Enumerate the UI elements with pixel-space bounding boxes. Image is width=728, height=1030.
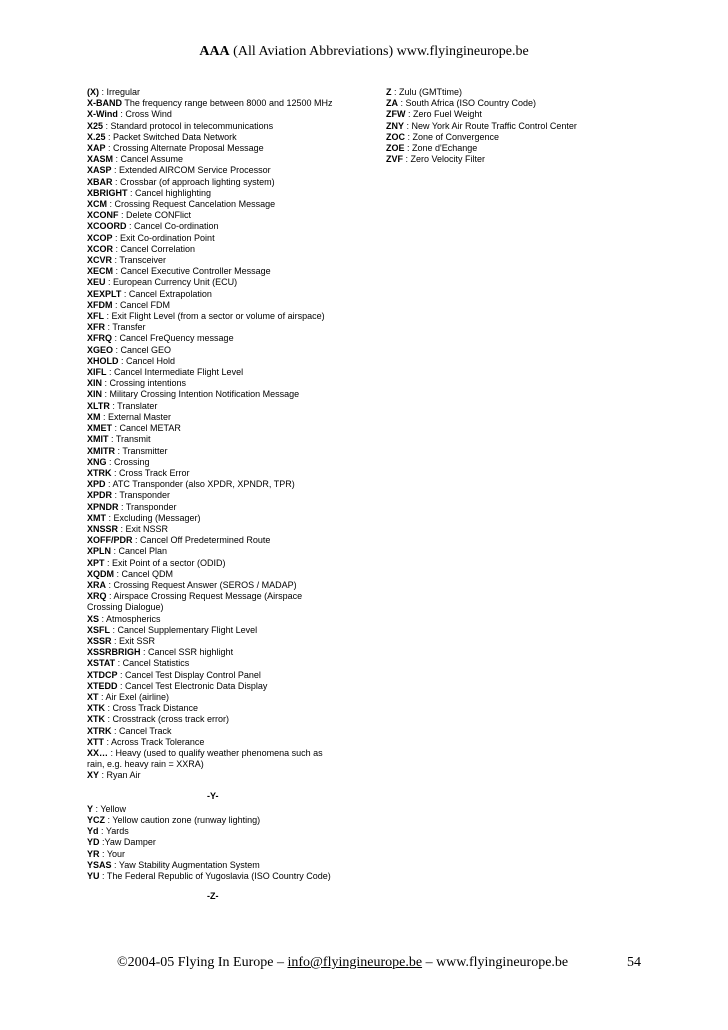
entry-definition: : Extended AIRCOM Service Processor bbox=[111, 165, 271, 176]
entry-abbreviation: ZVF bbox=[386, 154, 403, 165]
entry-definition: : Crossing Alternate Proposal Message bbox=[105, 143, 264, 154]
entry-definition: : Transmitter bbox=[115, 445, 168, 456]
entry-definition: : Exit Point of a sector (ODID) bbox=[104, 557, 226, 568]
entry-definition: : Exit Co-ordination Point bbox=[112, 232, 215, 243]
entry-abbreviation: Yd bbox=[87, 826, 99, 837]
entry-definition: : New York Air Route Traffic Control Center bbox=[404, 120, 577, 131]
entry-definition: : Yaw Stability Augmentation System bbox=[111, 859, 260, 870]
entry-definition: : Zero Velocity Filter bbox=[403, 154, 486, 165]
entry-abbreviation: ZOE bbox=[386, 143, 405, 154]
entry-abbreviation: XCOORD bbox=[87, 221, 127, 232]
glossary-entry bbox=[87, 154, 339, 165]
glossary-entry bbox=[87, 670, 339, 681]
glossary-entry bbox=[87, 188, 339, 199]
entry-abbreviation: XQDM bbox=[87, 568, 114, 579]
glossary-entry bbox=[87, 837, 339, 848]
glossary-entry bbox=[87, 546, 339, 557]
entry-definition: : Cancel Extrapolation bbox=[121, 288, 212, 299]
entry-definition: : Cancel Test Display Control Panel bbox=[117, 669, 261, 680]
entry-definition: : Cross Wind bbox=[117, 109, 172, 120]
glossary-entry bbox=[87, 356, 339, 367]
entry-abbreviation: XMET bbox=[87, 423, 113, 434]
entry-definition: : Standard protocol in telecommunications bbox=[103, 120, 274, 131]
entry-abbreviation: XSSRBRIGH bbox=[87, 647, 141, 658]
glossary-entry bbox=[87, 636, 339, 647]
entry-definition: : Cancel Executive Controller Message bbox=[113, 266, 271, 277]
glossary-entry bbox=[87, 98, 339, 109]
entry-abbreviation: XOFF/PDR bbox=[87, 535, 133, 546]
glossary-entry bbox=[87, 434, 339, 445]
entry-definition: : Exit SSR bbox=[111, 635, 156, 646]
entry-definition: : Cancel GEO bbox=[113, 344, 172, 355]
entry-definition: : Cancel Plan bbox=[111, 546, 168, 557]
entry-abbreviation: XX… bbox=[87, 747, 109, 758]
entry-abbreviation: XPDR bbox=[87, 490, 113, 501]
entry-abbreviation: XAP bbox=[87, 143, 106, 154]
entry-abbreviation: ZOC bbox=[386, 131, 405, 142]
entry-definition: : South Africa (ISO Country Code) bbox=[398, 98, 537, 109]
entry-definition: : Cancel Supplementary Flight Level bbox=[110, 624, 258, 635]
entry-definition: : Cancel Track bbox=[111, 725, 172, 736]
entry-definition: : Yards bbox=[98, 826, 129, 837]
entry-definition: : Cancel QDM bbox=[114, 568, 174, 579]
entry-abbreviation: XECM bbox=[87, 266, 114, 277]
entry-abbreviation: XTRK bbox=[87, 725, 112, 736]
entry-definition: : Crosstrack (cross track error) bbox=[105, 714, 230, 725]
entry-abbreviation: ZNY bbox=[386, 120, 404, 131]
entry-abbreviation: XTRK bbox=[87, 467, 112, 478]
glossary-entry bbox=[87, 804, 339, 815]
glossary-entry bbox=[87, 849, 339, 860]
glossary-entry bbox=[87, 378, 339, 389]
entry-abbreviation: XGEO bbox=[87, 344, 114, 355]
entry-definition: : Airspace Crossing Request Message (Airspace Crossing Dialogue) bbox=[87, 591, 303, 613]
entry-abbreviation: XASM bbox=[87, 154, 114, 165]
entry-definition: : Across Track Tolerance bbox=[104, 736, 205, 747]
header-title: (All Aviation Abbreviations) www.flyingineurope.be bbox=[229, 44, 529, 59]
entry-definition: : Exit NSSR bbox=[118, 523, 169, 534]
z-entries-list bbox=[386, 87, 626, 165]
page-number: 54 bbox=[627, 955, 641, 970]
section-heading-z: -Z- bbox=[207, 891, 219, 902]
entry-definition: : Crossing Request Cancelation Message bbox=[107, 199, 276, 210]
entry-definition: : Yellow bbox=[93, 803, 127, 814]
entry-abbreviation: X25 bbox=[87, 120, 104, 131]
entry-abbreviation: XSFL bbox=[87, 624, 111, 635]
entry-abbreviation: XCOR bbox=[87, 243, 114, 254]
entry-abbreviation: XFRQ bbox=[87, 333, 113, 344]
entry-definition: : Transponder bbox=[112, 490, 171, 501]
entry-definition: : European Currency Unit (ECU) bbox=[105, 277, 238, 288]
entry-abbreviation: XPD bbox=[87, 479, 106, 490]
entry-definition: : Heavy (used to qualify weather phenomena such as rain, e.g. heavy rain = XXRA) bbox=[87, 747, 323, 770]
entry-definition: : Zulu (GMTtime) bbox=[391, 87, 463, 97]
entry-abbreviation: XCM bbox=[87, 199, 107, 210]
entry-definition: : Crossbar (of approach lighting system) bbox=[112, 176, 275, 187]
glossary-entry bbox=[87, 132, 339, 143]
entry-abbreviation: YD bbox=[87, 837, 100, 848]
glossary-entry bbox=[87, 815, 339, 826]
entry-definition: : Military Crossing Intention Notification Message bbox=[102, 389, 300, 400]
glossary-entry bbox=[386, 143, 626, 154]
entry-definition: : Cancel FDM bbox=[112, 299, 171, 310]
entry-abbreviation: XFR bbox=[87, 322, 105, 333]
glossary-entry bbox=[87, 748, 339, 770]
entry-abbreviation: XTK bbox=[87, 714, 105, 725]
x-entries-list bbox=[87, 87, 339, 782]
glossary-entry bbox=[87, 692, 339, 703]
glossary-entry bbox=[87, 513, 339, 524]
entry-abbreviation: XEU bbox=[87, 277, 106, 288]
entry-definition: : Cross Track Error bbox=[111, 467, 190, 478]
entry-abbreviation: XTEDD bbox=[87, 680, 118, 691]
glossary-entry bbox=[87, 770, 339, 781]
entry-definition: : Translater bbox=[109, 400, 158, 411]
glossary-entry bbox=[87, 401, 339, 412]
page-header bbox=[0, 44, 728, 60]
entry-abbreviation: X.25 bbox=[87, 131, 106, 142]
glossary-entry bbox=[87, 457, 339, 468]
glossary-entry bbox=[87, 121, 339, 132]
entry-abbreviation: XBRIGHT bbox=[87, 187, 128, 198]
entry-abbreviation: XEXPLT bbox=[87, 288, 122, 299]
entry-definition: : Crossing intentions bbox=[102, 378, 187, 389]
glossary-entry bbox=[87, 502, 339, 513]
glossary-entry bbox=[87, 703, 339, 714]
entry-abbreviation: XSTAT bbox=[87, 658, 116, 669]
entry-definition: : Air Exel (airline) bbox=[98, 691, 170, 702]
entry-abbreviation: XFL bbox=[87, 311, 104, 322]
right-column bbox=[386, 87, 626, 165]
entry-abbreviation: X-BAND bbox=[87, 98, 122, 109]
entry-definition: : Ryan Air bbox=[99, 770, 141, 781]
y-entries-list bbox=[87, 804, 339, 882]
left-column bbox=[87, 87, 339, 904]
glossary-entry bbox=[87, 199, 339, 210]
entry-abbreviation: YR bbox=[87, 848, 100, 859]
entry-abbreviation: XSSR bbox=[87, 635, 112, 646]
glossary-entry bbox=[87, 591, 339, 613]
entry-definition: : Zone of Convergence bbox=[405, 131, 500, 142]
glossary-entry bbox=[386, 98, 626, 109]
entry-definition: : Crossing Request Answer (SEROS / MADAP) bbox=[106, 579, 297, 590]
glossary-entry bbox=[87, 826, 339, 837]
entry-abbreviation: XPNDR bbox=[87, 501, 119, 512]
entry-definition: : Cancel Assume bbox=[113, 154, 184, 165]
entry-abbreviation: XY bbox=[87, 770, 100, 781]
glossary-entry bbox=[87, 860, 339, 871]
glossary-entry bbox=[87, 423, 339, 434]
entry-definition: : Transceiver bbox=[112, 255, 167, 266]
entry-abbreviation: ZFW bbox=[386, 109, 406, 120]
entry-abbreviation: XM bbox=[87, 411, 101, 422]
glossary-entry bbox=[87, 87, 339, 98]
glossary-entry bbox=[87, 714, 339, 725]
entry-abbreviation: XTK bbox=[87, 703, 105, 714]
glossary-entry bbox=[87, 569, 339, 580]
entry-abbreviation: XFDM bbox=[87, 299, 113, 310]
glossary-entry bbox=[87, 244, 339, 255]
entry-definition: : Transmit bbox=[108, 434, 151, 445]
glossary-entry bbox=[87, 221, 339, 232]
glossary-entry bbox=[87, 580, 339, 591]
entry-abbreviation: XNG bbox=[87, 456, 107, 467]
glossary-entry bbox=[87, 233, 339, 244]
footer-copyright: ©2004-05 Flying In Europe – bbox=[117, 955, 288, 970]
glossary-entry bbox=[87, 109, 339, 120]
entry-definition: : Cancel SSR highlight bbox=[140, 647, 234, 658]
glossary-entry bbox=[87, 647, 339, 658]
glossary-entry bbox=[87, 614, 339, 625]
entry-abbreviation: X-Wind bbox=[87, 109, 118, 120]
glossary-entry bbox=[87, 289, 339, 300]
entry-abbreviation: XBAR bbox=[87, 176, 113, 187]
entry-abbreviation: YCZ bbox=[87, 815, 105, 825]
glossary-entry bbox=[87, 345, 339, 356]
glossary-entry bbox=[87, 311, 339, 322]
glossary-entry bbox=[87, 367, 339, 378]
glossary-entry bbox=[87, 255, 339, 266]
glossary-entry bbox=[87, 165, 339, 176]
glossary-entry bbox=[87, 300, 339, 311]
glossary-entry bbox=[87, 333, 339, 344]
entry-definition: : Delete CONFlict bbox=[118, 210, 192, 221]
entry-definition: : Crossing bbox=[106, 456, 150, 467]
glossary-entry bbox=[87, 681, 339, 692]
entry-abbreviation: XPLN bbox=[87, 546, 112, 557]
glossary-entry bbox=[87, 177, 339, 188]
entry-definition: : Cancel Hold bbox=[118, 355, 176, 366]
glossary-entry bbox=[87, 446, 339, 457]
entry-abbreviation: XT bbox=[87, 691, 99, 702]
entry-abbreviation: Z bbox=[386, 87, 392, 97]
entry-abbreviation: YU bbox=[87, 871, 100, 882]
glossary-entry bbox=[87, 490, 339, 501]
entry-abbreviation: XASP bbox=[87, 165, 112, 176]
glossary-entry bbox=[87, 412, 339, 423]
entry-abbreviation: Y bbox=[87, 803, 94, 814]
entry-definition: : Cancel Off Predetermined Route bbox=[132, 535, 271, 546]
entry-abbreviation: XHOLD bbox=[87, 355, 119, 366]
glossary-entry bbox=[87, 277, 339, 288]
glossary-entry bbox=[87, 389, 339, 400]
entry-definition: : Zero Fuel Weight bbox=[405, 109, 482, 120]
entry-abbreviation: XRQ bbox=[87, 591, 107, 602]
entry-abbreviation: XTDCP bbox=[87, 669, 118, 680]
entry-definition: : External Master bbox=[100, 411, 172, 422]
glossary-entry bbox=[87, 479, 339, 490]
glossary-entry bbox=[87, 726, 339, 737]
glossary-entry bbox=[87, 871, 339, 882]
glossary-entry bbox=[87, 625, 339, 636]
footer-site: – www.flyingineurope.be bbox=[422, 955, 569, 970]
entry-definition: : Yellow caution zone (runway lighting) bbox=[105, 815, 261, 825]
entry-abbreviation: XLTR bbox=[87, 400, 110, 411]
glossary-entry bbox=[87, 737, 339, 748]
entry-definition: : Excluding (Messager) bbox=[106, 512, 201, 523]
entry-abbreviation: XTT bbox=[87, 736, 104, 747]
entry-definition: : Irregular bbox=[99, 87, 141, 97]
entry-definition: : Exit Flight Level (from a sector or volume of airspace) bbox=[104, 311, 325, 322]
entry-abbreviation: YSAS bbox=[87, 859, 112, 870]
glossary-entry bbox=[87, 558, 339, 569]
glossary-entry bbox=[386, 87, 626, 98]
glossary-entry bbox=[87, 658, 339, 669]
glossary-entry bbox=[87, 535, 339, 546]
entry-definition: : Cancel METAR bbox=[112, 423, 181, 434]
entry-abbreviation: XS bbox=[87, 613, 100, 624]
entry-definition: The frequency range between 8000 and 12500 MHz bbox=[122, 98, 333, 109]
entry-definition: : Atmospherics bbox=[99, 613, 161, 624]
glossary-entry bbox=[386, 109, 626, 120]
entry-definition: : Cancel Statistics bbox=[115, 658, 190, 669]
footer-email-link[interactable]: info@flyingineurope.be bbox=[287, 955, 423, 970]
entry-definition: : Your bbox=[99, 848, 126, 859]
entry-definition: : Packet Switched Data Network bbox=[105, 131, 237, 142]
glossary-entry bbox=[87, 468, 339, 479]
entry-abbreviation: XIN bbox=[87, 378, 103, 389]
glossary-entry bbox=[386, 154, 626, 165]
entry-definition: : Cancel Correlation bbox=[113, 243, 196, 254]
footer-text bbox=[117, 955, 568, 971]
entry-definition: : ATC Transponder (also XPDR, XPNDR, TPR) bbox=[105, 479, 295, 490]
glossary-entry bbox=[87, 210, 339, 221]
entry-definition: : Transfer bbox=[105, 322, 146, 333]
entry-abbreviation: ZA bbox=[386, 98, 398, 109]
section-heading-y: -Y- bbox=[207, 790, 219, 801]
entry-abbreviation: XIN bbox=[87, 389, 103, 400]
entry-definition: : Cancel Co-ordination bbox=[126, 221, 219, 232]
entry-abbreviation: XIFL bbox=[87, 367, 107, 378]
entry-definition: : Transponder bbox=[118, 501, 177, 512]
entry-abbreviation: XRA bbox=[87, 579, 107, 590]
header-acronym: AAA bbox=[199, 44, 230, 59]
glossary-entry bbox=[87, 143, 339, 154]
glossary-entry bbox=[87, 266, 339, 277]
entry-abbreviation: XCONF bbox=[87, 210, 119, 221]
glossary-entry bbox=[386, 121, 626, 132]
entry-abbreviation: XMIT bbox=[87, 434, 109, 445]
entry-definition: :Yaw Damper bbox=[99, 837, 156, 848]
entry-abbreviation: XMITR bbox=[87, 445, 115, 456]
entry-definition: : The Federal Republic of Yugoslavia (ISO Country Code) bbox=[99, 871, 331, 882]
entry-abbreviation: XPT bbox=[87, 557, 105, 568]
entry-definition: : Cancel Intermediate Flight Level bbox=[106, 367, 244, 378]
entry-definition: : Cancel highlighting bbox=[127, 187, 212, 198]
glossary-entry bbox=[386, 132, 626, 143]
glossary-entry bbox=[87, 322, 339, 333]
entry-abbreviation: XNSSR bbox=[87, 523, 119, 534]
entry-definition: : Cross Track Distance bbox=[105, 703, 199, 714]
glossary-entry bbox=[87, 524, 339, 535]
entry-abbreviation: XCOP bbox=[87, 232, 113, 243]
entry-definition: : Cancel Test Electronic Data Display bbox=[117, 680, 268, 691]
entry-definition: : Cancel FreQuency message bbox=[112, 333, 234, 344]
entry-definition: : Zone d'Echange bbox=[404, 143, 478, 154]
entry-abbreviation: XMT bbox=[87, 512, 106, 523]
entry-abbreviation: (X) bbox=[87, 87, 99, 97]
entry-abbreviation: XCVR bbox=[87, 255, 113, 266]
